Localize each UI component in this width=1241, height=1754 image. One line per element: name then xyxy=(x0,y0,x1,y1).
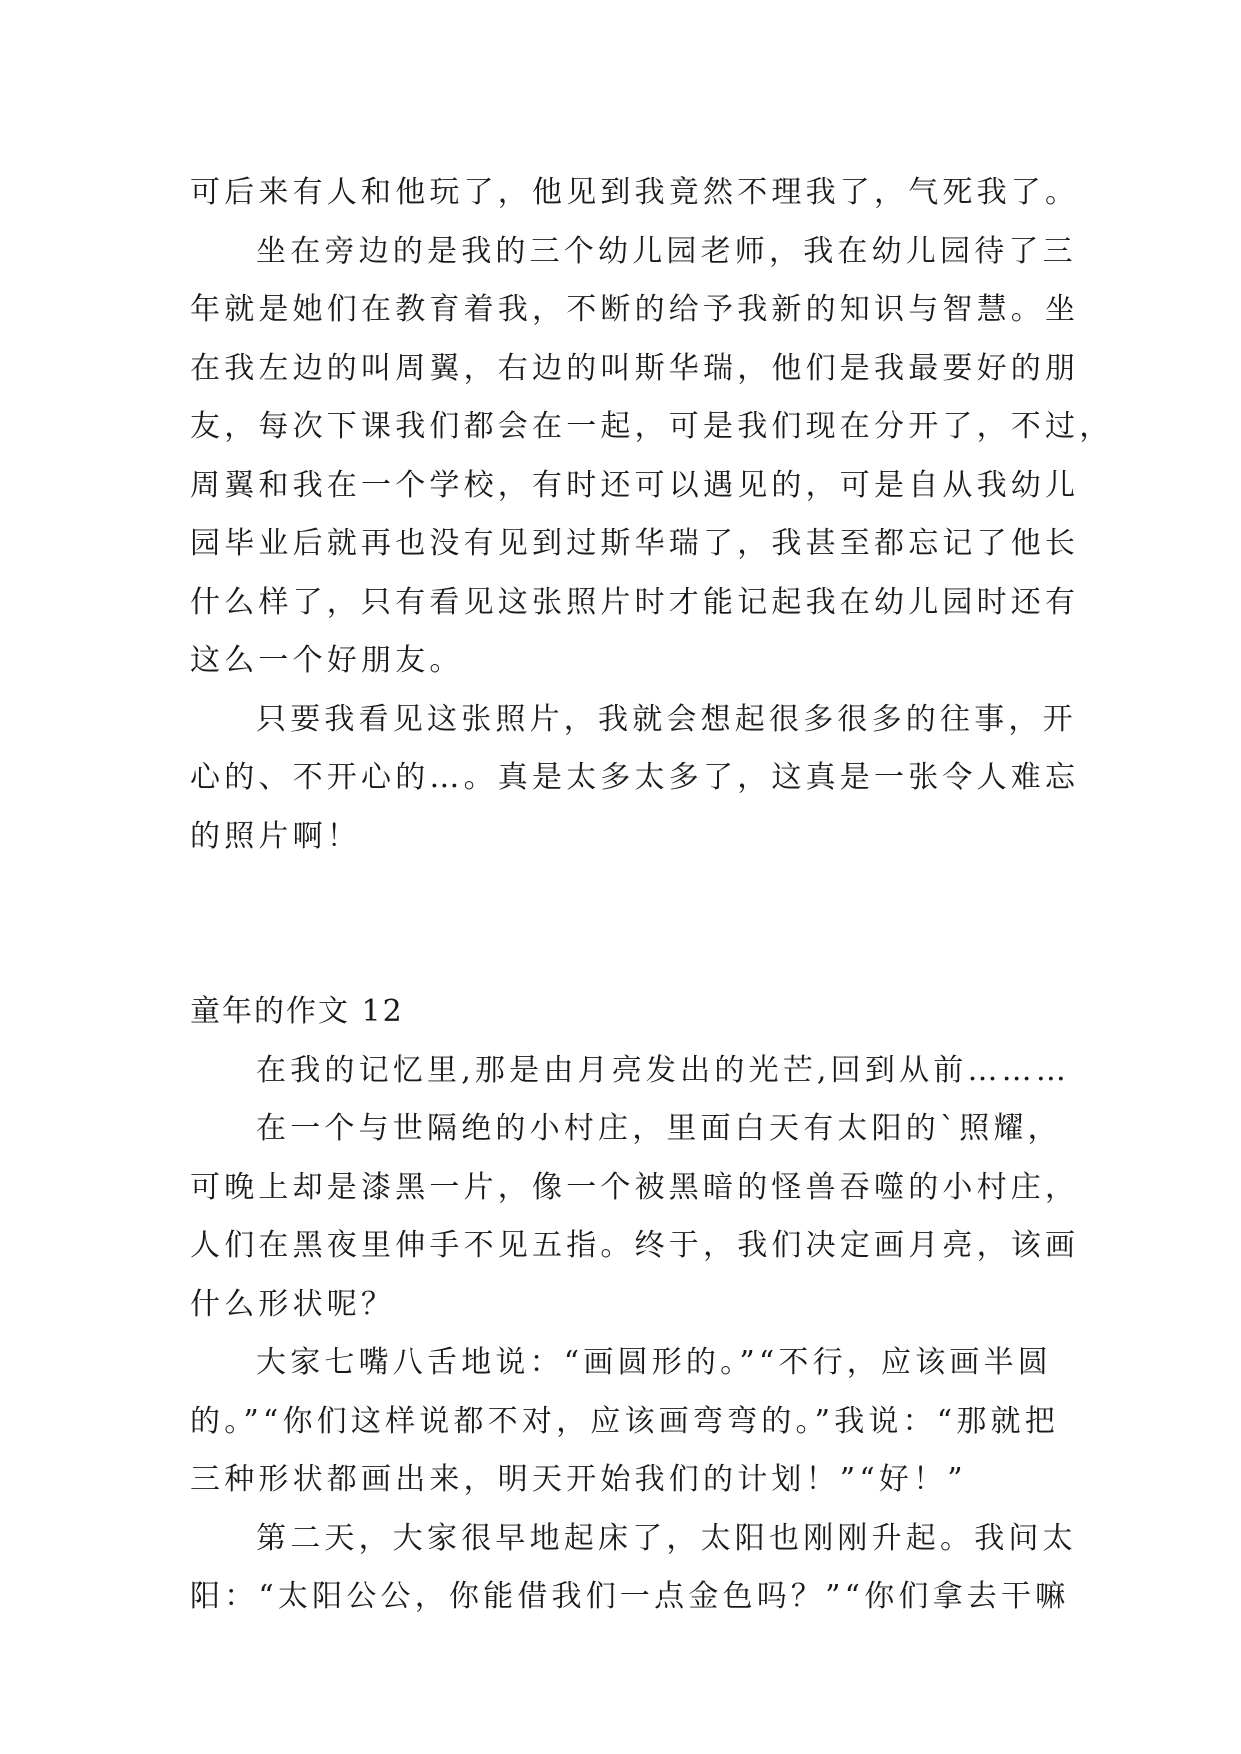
text-line: 三种形状都画出来，明天开始我们的计划！”“好！” xyxy=(190,1462,967,1497)
text-line: 人们在黑夜里伸手不见五指。终于，我们决定画月亮，该画 xyxy=(190,1228,1080,1263)
text-line: 在我左边的叫周翼，右边的叫斯华瑞，他们是我最要好的朋 xyxy=(190,350,1080,386)
text-line: 友，每次下课我们都会在一起，可是我们现在分开了，不过， xyxy=(190,409,1114,444)
text-line: 园毕业后就再也没有见到过斯华瑞了，我甚至都忘记了他长 xyxy=(190,526,1080,561)
text-line: 心的、不开心的…。真是太多太多了，这真是一张令人难忘 xyxy=(190,760,1080,795)
text-line: 什么样了，只有看见这张照片时才能记起我在幼儿园时还有 xyxy=(190,584,1080,620)
section-gap xyxy=(190,866,1090,983)
text-line: 的照片啊！ xyxy=(190,818,361,854)
text-line: 在我的记忆里,那是由月亮发出的光芒,回到从前……… xyxy=(256,1052,1071,1088)
document-body xyxy=(190,164,1114,1627)
text-line: 可后来有人和他玩了，他见到我竟然不理我了，气死我了。 xyxy=(190,175,1080,210)
section-title: 童年的作文 12 xyxy=(190,994,404,1029)
text-line: 只要我看见这张照片，我就会想起很多很多的往事，开 xyxy=(256,701,1077,737)
text-line: 周翼和我在一个学校，有时还可以遇见的，可是自从我幼儿 xyxy=(190,467,1080,503)
essay-continuation xyxy=(190,164,1114,866)
essay-12-body xyxy=(190,1042,1090,1627)
text-line: 在一个与世隔绝的小村庄，里面白天有太阳的`照耀， xyxy=(256,1111,1062,1146)
text-line: 可晚上却是漆黑一片，像一个被黑暗的怪兽吞噬的小村庄， xyxy=(190,1169,1080,1205)
text-line: 什么形状呢？ xyxy=(190,1286,396,1322)
text-line: 坐在旁边的是我的三个幼儿园老师，我在幼儿园待了三 xyxy=(256,233,1077,269)
text-line: 年就是她们在教育着我，不断的给予我新的知识与智慧。坐 xyxy=(190,292,1080,327)
text-line: 第二天，大家很早地起床了，太阳也刚刚升起。我问太 xyxy=(256,1520,1077,1556)
text-line: 这么一个好朋友。 xyxy=(190,643,464,678)
text-line: 阳：“太阳公公，你能借我们一点金色吗？”“你们拿去干嘛 xyxy=(190,1579,1070,1614)
text-line: 大家七嘴八舌地说：“画圆形的。”“不行，应该画半圆 xyxy=(256,1345,1053,1380)
text-line: 的。”“你们这样说都不对，应该画弯弯的。”我说：“那就把 xyxy=(190,1403,1059,1439)
